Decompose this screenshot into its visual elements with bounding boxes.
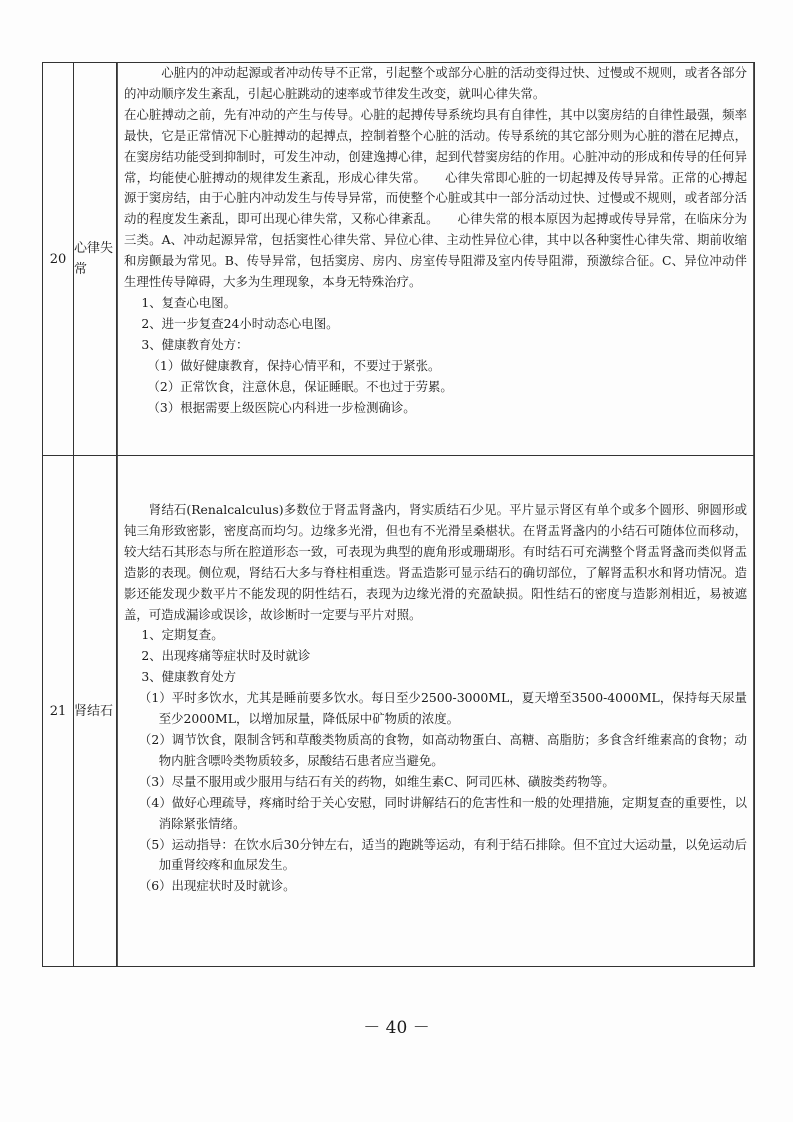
disease-name: 肾结石	[74, 456, 117, 967]
table-row	[43, 456, 755, 967]
content-paragraph: 在心脏搏动之前，先有冲动的产生与传导。心脏的起搏传导系统均具有自律性，其中以窦房结的自律性最强，频率最快，它是正常情况下心脏搏动的起搏点，控制着整个心脏的活动。传导系统的其它部分则为心脏的潜在尼搏点，在窦房结功能受到抑制时，可发生冲动，创建逸搏心律，起到代替窦房结的作用。心脏冲动的形成和传导的任何异常，均能使心脏搏动的规律发生紊乱，形成心律失常。 心律失常即心脏的一切起搏及传导异常。正常的心搏起源于窦房结，由于心脏内冲动发生与传导异常，而使整个心脏或其中一部分活动过快、过慢或不规则，或者部分活动的程度发生紊乱，即可出现心律失常，又称心律紊乱。 心律失常的根本原因为起搏或传导异常，在临床分为三类。A、冲动起源异常，包括窦性心律失常、异位心律、主动性异位心律，其中以各种窦性心律失常、期前收缩和房颤最为常见。B、传导异常，包括窦房、房内、房室传导阻滞及室内传导阻滞，预激综合征。C、异位冲动伴生理性传导障碍，大多为生理现象，本身无特殊治疗。	[124, 106, 747, 290]
sub-list-item: （6）出现症状时及时就诊。	[138, 878, 296, 894]
sub-list-item: （2）调节饮食，限制含钙和草酸类物质高的食物，如高动物蛋白、高糖、高脂肪；多食含纤维素高的食物；动物内脏含嘌呤类物质较多，尿酸结石患者应当避免。	[138, 731, 747, 768]
sub-list-item: （1）平时多饮水，尤其是睡前要多饮水。每日至少2500-3000ML，夏天增至3500-4000ML，保持每天尿量至少2000ML，以增加尿量，降低尿中矿物质的浓度。	[138, 690, 747, 727]
disease-name: 心律失常	[74, 63, 117, 456]
sub-list-item: （3）根据需要上级医院心内科进一步检测确诊。	[147, 399, 416, 415]
list-item: 1、定期复查。	[141, 627, 224, 643]
list-item: 3、健康教育处方：	[141, 336, 249, 352]
content-paragraph: 肾结石(Renalcalculus)多数位于肾盂肾盏内，肾实质结石少见。平片显示肾区有单个或多个圆形、卵圆形或钝三角形致密影，密度高而均匀。边缘多光滑，但也有不光滑呈桑椹状。在肾盂肾盏内的小结石可随体位而移动，较大结石其形态与所在腔道形态一致，可表现为典型的鹿角形或珊瑚形。有时结石可充满整个肾盂肾盏而类似肾盂造影的表现。侧位观，肾结石大多与脊柱相重迭。肾盂造影可显示结石的确切部位，了解肾盂积水和肾功情况。造影还能发现少数平片不能发现的阴性结石，表现为边缘光滑的充盈缺损。阳性结石的密度与造影剂相近，易被遮盖，可造成漏诊或误诊，故诊断时一定要与平片对照。	[124, 502, 747, 622]
disease-table	[42, 62, 755, 967]
table-row	[43, 63, 755, 456]
row-number: 21	[43, 456, 74, 967]
list-item: 1、复查心电图。	[141, 294, 236, 310]
page-number: － 40 －	[363, 1018, 430, 1038]
sub-list-item: （3）尽量不服用或少服用与结石有关的药物，如维生素C、阿司匹林、磺胺类药物等。	[138, 773, 615, 789]
sub-list-item: （1）做好健康教育，保持心情平和，不要过于紧张。	[147, 357, 441, 373]
row-content	[117, 456, 755, 967]
list-item: 2、出现疼痛等症状时及时就诊	[141, 648, 311, 664]
content-paragraph: 心脏内的冲动起源或者冲动传导不正常，引起整个或部分心脏的活动变得过快、过慢或不规则，或者各部分的冲动顺序发生紊乱，引起心脏跳动的速率或节律发生改变，就叫心律失常。	[124, 65, 747, 101]
sub-list-item: （5）运动指导：在饮水后30分钟左右，适当的跑跳等运动，有利于结石排除。但不宜过大运动量，以免运动后加重肾绞疼和血尿发生。	[138, 836, 747, 873]
sub-list-item: （2）正常饮食，注意休息，保证睡眠。不也过于劳累。	[147, 378, 453, 394]
row-number: 20	[43, 63, 74, 456]
list-item: 3、健康教育处方	[141, 669, 236, 685]
row-content	[117, 63, 755, 456]
list-item: 2、进一步复查24小时动态心电图。	[141, 315, 339, 331]
sub-list-item: （4）做好心理疏导，疼痛时给于关心安慰，同时讲解结石的危害性和一般的处理措施，定期复查的重要性，以消除紧张情绪。	[138, 794, 747, 831]
